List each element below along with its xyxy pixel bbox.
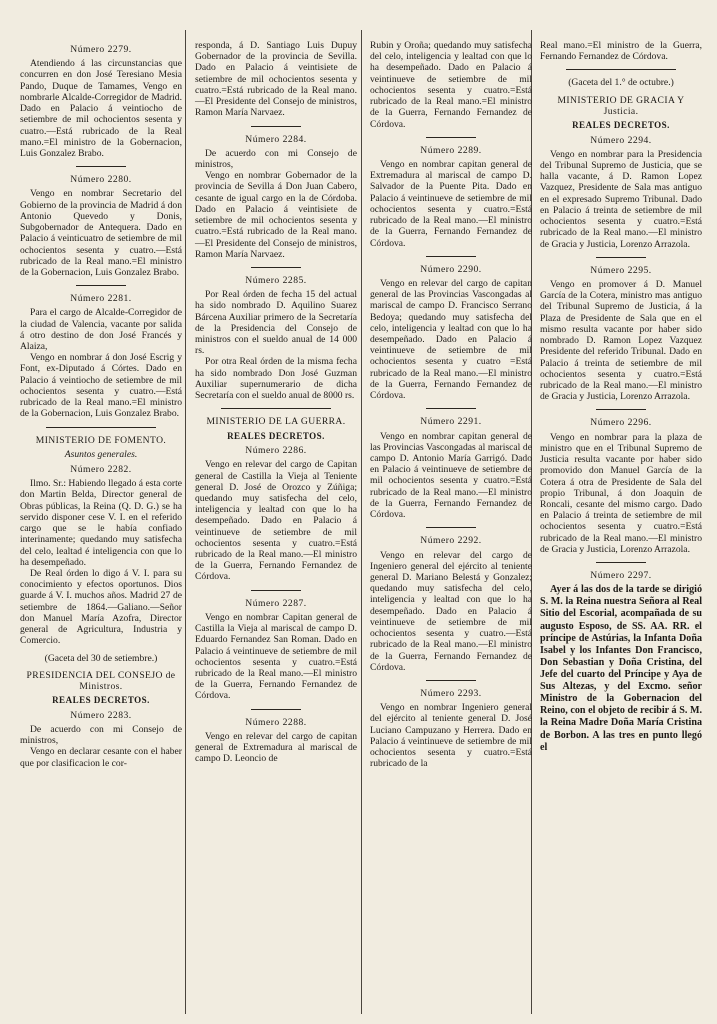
- separator: [251, 126, 301, 127]
- gaceta-date: (Gaceta del 1.° de octubre.): [568, 77, 674, 89]
- decree-text: responda, á D. Santiago Luis Dupuy Gobernador de la provincia de Sevilla. Dado en Palacio á veintisiete de setiembre de mil ochocientos sesenta y cuatro.=Está rubricado de la Real mano.—El Presidente del Consejo de ministros, Ramon María Narvaez.: [195, 40, 357, 119]
- decree-number: Número 2284.: [245, 133, 307, 145]
- decree-number: Número 2285.: [245, 274, 307, 286]
- news-text: Ayer á las dos de la tarde se dirigió S. M. la Reina nuestra Señora al Real Sitio del Escorial, acompañada de su augusto Esposo, de SS. AA. RR. el príncipe de Astúrias, la Infanta Doña Isabel y los Infantes Don Francisco, Don Sebastian y Doña Cristina, del Jefe del cuarto del Príncipe y Aya de Sus Altezas, y del Excmo. señor Ministro de la Gobernacion del Reino, con el objeto de recibir á S. M. la Reina Madre Doña María Cristina de Borbon. A las tres en punto llegó el: [540, 584, 702, 753]
- decree-text: Rubin y Oroña; quedando muy satisfecha del celo, inteligencia y lealtad con que lo ha desempeñado. Dado en Palacio á veintinueve de setiembre de mil ochocientos sesenta y cuatro.=Está rubricado de la Real mano.=El ministro de la Guerra, Fernando Fernandez de Córdova.: [370, 40, 532, 130]
- separator: [596, 257, 646, 258]
- separator: [426, 256, 476, 257]
- column-2: [195, 40, 357, 765]
- decree-text: Vengo en nombrar para la Presidencia del Tribunal Supremo de Justicia, que se halla vacante, á D. Ramon Lopez Vazquez, Presidente de Sala mas antiguo en el expresado Supremo Tribunal. Dado en Palacio á treinta de setiembre de mil ochocientos sesenta y cuatro.=Está rubricado de la Real mano.—El ministro de Gracia y Justicia, Lorenzo Arrazola.: [540, 148, 702, 250]
- decree-text: Vengo en relevar del cargo de capitan general de las Provincias Vascongadas al mariscal de campo D. Francisco Serrano Bedoya; quedando muy satisfecha del celo, inteligencia y lealtad con que lo ha desempeñado. Dado en Palacio á veintinueve de setiembre de mil ochocientos sesenta y cuatro =Está rubricado de la Real mano.—El ministro de la Guerra, Fernando Fernandez de Córdova.: [370, 277, 532, 402]
- decree-number: Número 2295.: [590, 264, 652, 276]
- section-subheading: Asuntos generales.: [64, 448, 138, 460]
- gaceta-date: (Gaceta del 30 de setiembre.): [44, 652, 158, 664]
- decree-text: Vengo en nombrar Capitan general de Castilla la Vieja al mariscal de campo D. Eduardo Fernandez San Roman. Dado en Palacio á veintinueve de setiembre de mil ochocientos sesenta y cuatro.=Está rubricado de la Real mano.—El ministro de la Guerra, Fernando Fernandez de Córdova.: [195, 611, 357, 702]
- separator: [566, 69, 676, 70]
- column-3: [370, 40, 532, 769]
- decree-text: Vengo en nombrar capitan general de las Provincias Vascongadas al mariscal de campo D. Antonio María Garrigó. Dado en Palacio á veintinueve de setiembre de mil ochocientos sesenta y cuatro.=Está rubricado de la Real mano.—El ministro de la Guerra, Fernando Fernandez de Córdova.: [370, 430, 532, 521]
- decree-text: Vengo en relevar del cargo de capitan general de Extremadura al mariscal de campo D. Leoncio de: [195, 730, 357, 765]
- decree-text: Vengo en declarar cesante con el haber que por clasificacion le cor-: [20, 746, 182, 769]
- decrees-heading: REALES DECRETOS.: [227, 430, 325, 441]
- ministry-heading: MINISTERIO DE LA GUERRA.: [206, 416, 346, 428]
- decree-text: Ilmo. Sr.: Habiendo llegado á esta corte don Martin Belda, Director general de Obras públicas, la Reina (Q. D. G.) se ha servido disponer cese V. I. en el referido cargo que se le había confiado interinamente; quedando muy satisfecha del celo, lealtad é inteligencia con que lo ha desempeñado.: [20, 478, 182, 568]
- separator: [76, 285, 126, 286]
- separator: [426, 680, 476, 681]
- ministry-heading: PRESIDENCIA DEL CONSEJO de Ministros.: [26, 669, 176, 692]
- separator: [426, 137, 476, 138]
- decree-text: De acuerdo con mi Consejo de ministros,: [195, 147, 357, 170]
- decree-text: Por Real órden de fecha 15 del actual ha sido nombrado D. Aquilino Suarez Bárcena Auxiliar primero de la Secretaría de la Presidencia del Consejo de ministros con el sueldo anual de 14 000 rs.: [195, 289, 357, 357]
- decree-number: Número 2290.: [420, 263, 482, 275]
- ministry-heading: MINISTERIO DE GRACIA Y Justicia.: [557, 94, 685, 117]
- decrees-heading: REALES DECRETOS.: [572, 120, 670, 131]
- decree-text: Vengo en nombrar Gobernador de la provincia de Sevilla á Don Juan Cabero, cesante de igual cargo en la de Córdoba. Dado en Palacio á veintisiete de setiembre de mil ochocientos sesenta y cuatro.=Está rubricado de la Real mano.—El Presidente del Consejo de ministros, Ramon María Narvaez.: [195, 170, 357, 260]
- decree-text: De acuerdo con mi Consejo de ministros,: [20, 723, 182, 747]
- ministry-heading: MINISTERIO DE FOMENTO.: [35, 434, 167, 446]
- decree-text: Vengo en nombrar capitan general de Extremadura al mariscal de campo D. Salvador de la Puente Pita. Dado en Palacio á veintinueve de setiembre de mil ochocientos sesenta y cuatro.=Está rubricado de la Real mano.—El ministro de la Guerra, Fernando Fernandez de Córdova.: [370, 158, 532, 249]
- decree-text: Por otra Real órden de la misma fecha ha sido nombrado Don José Guzman Auxiliar supernumerario de dicha Secretaría con el sueldo anual de 8000 rs.: [195, 356, 357, 402]
- column-1: [20, 40, 182, 769]
- decree-number: Número 2291.: [420, 416, 482, 428]
- column-4: [540, 40, 702, 754]
- decree-text: Real mano.=El ministro de la Guerra, Fernando Fernandez de Córdova.: [540, 40, 702, 63]
- decree-number: Número 2297.: [590, 570, 652, 582]
- decree-number: Número 2281.: [70, 293, 132, 305]
- separator: [221, 408, 331, 409]
- decree-text: Vengo en relevar del cargo de Capitan general de Castilla la Vieja al Teniente general D. José de Orozco y Zúñiga; quedando muy satisfecha del celo, inteligencia y lealtad con que lo ha desempeñado. Dado en Palacio á veintinueve de setiembre de mil ochocientos sesenta y cuatro.=Está rubricado de la Real mano.—El ministro de la Guerra, Fernando Fernandez de Córdova.: [195, 459, 357, 583]
- separator: [596, 562, 646, 563]
- decree-number: Número 2289.: [420, 144, 482, 156]
- decree-text: Vengo en promover á D. Manuel García de la Cotera, ministro mas antiguo del Tribunal Supremo de Justicia, á la Plaza de Presidente de Sala que en el mismo resulta vacante por haber sido nombrado D. Ramon Lopez Vazquez Presidente del referido Tribunal. Dado en Palacio á treinta de setiembre de mil ochocientos sesenta y cuatro.=Está rubricado de la Real mano.—El ministro de Gracia y Justicia, Lorenzo Arrazola.: [540, 279, 702, 403]
- decree-number: Número 2296.: [590, 417, 652, 429]
- decree-number: Número 2293.: [420, 687, 482, 699]
- separator: [426, 408, 476, 409]
- separator: [251, 267, 301, 268]
- decree-number: Número 2279.: [70, 44, 132, 55]
- decree-number: Número 2280.: [70, 174, 132, 186]
- separator: [46, 427, 156, 428]
- column-rule: [185, 30, 186, 1014]
- separator: [596, 409, 646, 410]
- decree-text: Vengo en nombrar Ingeniero general del ejército al teniente general D. José Luciano Campuzano y Herrera. Dado en Palacio á veintinueve de setiembre de mil ochocientos sesenta y cuatro.=Está rubricado de la: [370, 702, 532, 770]
- decree-text: De Real órden lo digo á V. I. para su conocimiento y efectos oportunos. Dios guarde á V. I. muchos años. Madrid 27 de setiembre de 1864.—Galiano.—Señor don Manuel María Azofra, Director general de Agricultura, Industria y Comercio.: [20, 567, 182, 647]
- decree-text: Vengo en nombrar para la plaza de ministro que en el Tribunal Supremo de Justicia resulta vacante por haber sido promovido don Manuel García de la Cotera á otra de Presidente de Sala del propio Tribunal, á don Joaquin de Roncali, cesante del mismo cargo. Dado en Palacio á treinta de setiembre de mil ochocientos sesenta y cuatro.=Está rubricado de la Real mano.—El ministro de Gracia y Justicia, Lorenzo Arrazola.: [540, 431, 702, 555]
- separator: [251, 590, 301, 591]
- decree-text: Vengo en relevar del cargo de Ingeniero general del ejército al teniente general D. Mariano Belestá y Gonzalez; quedando muy satisfecha del celo, inteligencia y lealtad con que lo ha desempeñado. Dado en Palacio á veintinueve de setiembre de mil ochocientos sesenta y cuatro.—Está rubricado de la Real mano.—El ministro de la Guerra, Fernando Fernandez de Córdova.: [370, 549, 532, 673]
- decree-number: Número 2288.: [245, 716, 307, 728]
- decree-number: Número 2283.: [70, 709, 132, 721]
- decree-number: Número 2294.: [590, 134, 652, 146]
- separator: [76, 166, 126, 167]
- column-rule: [361, 30, 362, 1014]
- decree-text: Vengo en nombrar Secretario del Gobierno de la provincia de Madrid á don Antonio Quevedo y Donis, Subgobernador de Antequera. Dado en Palacio á veinticuatro de setiembre de mil ochocientos sesenta y cuatro.—Está rubricado de la Real mano.=El ministro de la Gobernacion, Luis Gonzalez Brabo.: [20, 188, 182, 278]
- separator: [426, 527, 476, 528]
- decree-number: Número 2282.: [70, 464, 132, 475]
- decree-number: Número 2292.: [420, 535, 482, 547]
- separator: [251, 709, 301, 710]
- decree-text: Para el cargo de Alcalde-Corregidor de la ciudad de Valencia, vacante por salida á otro destino de don José Francés y Alaiza,: [20, 307, 182, 353]
- decree-number: Número 2287.: [245, 597, 307, 609]
- decree-text: Atendiendo á las circunstancias que concurren en don José Teresiano Mesia Pando, Duque de Tamames, Vengo en nombrarle Alcalde-Corregidor de Madrid. Dado en Palacio á veintiocho de setiembre de mil ochocientos sesenta y cuatro.—Está rubricado de la Real mano.=El ministro de la Gobernacion, Luis Gonzalez Brabo.: [20, 58, 182, 159]
- decree-number: Número 2286.: [245, 445, 307, 457]
- decrees-heading: REALES DECRETOS.: [52, 695, 150, 706]
- decree-text: Vengo en nombrar á don José Escrig y Font, ex-Diputado á Córtes. Dado en Palacio á veintiocho de setiembre de mil ochocientos sesenta y cuatro.—Está rubricado de la Real mano.=El ministro de la Gobernacion, Luis Gonzalez Brabo.: [20, 352, 182, 420]
